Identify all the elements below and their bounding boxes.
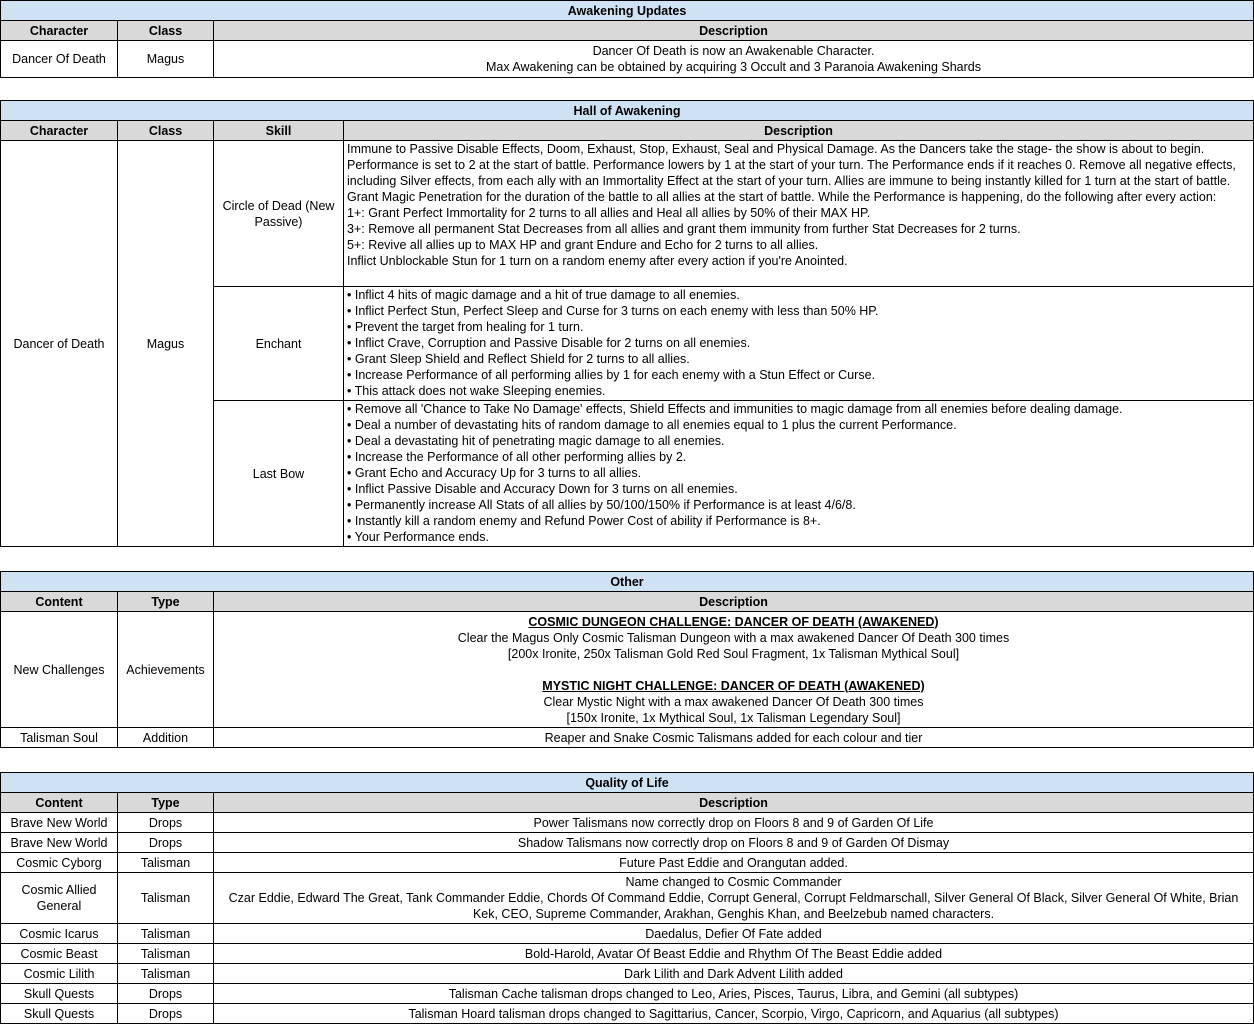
skill-line: • Deal a number of devastating hits of random damage to all enemies equal to 1 plus the current Performance. [347, 418, 957, 432]
header-type: Type [118, 592, 214, 612]
description-cell: Talisman Hoard talisman drops changed to Sagittarius, Cancer, Scorpio, Virgo, Capricorn, and Aquarius (all subtypes) [214, 1004, 1254, 1024]
mystic-challenge-reward: [150x Ironite, 1x Mythical Soul, 1x Talisman Legendary Soul] [566, 710, 901, 725]
skill-line: • This attack does not wake Sleeping enemies. [347, 384, 606, 398]
header-description: Description [344, 121, 1254, 141]
type-cell: Drops [118, 1004, 214, 1024]
challenges-description [214, 612, 1254, 728]
table-row [1, 813, 1254, 833]
content-cell: Cosmic Lilith [1, 964, 118, 984]
table-row [1, 833, 1254, 853]
skill-line: • Prevent the target from healing for 1 turn. [347, 320, 584, 334]
skill-line: • Increase Performance of all performing allies by 1 for each enemy with a Stun Effect or Curse. [347, 368, 876, 382]
skill-line: • Remove all 'Chance to Take No Damage' effects, Shield Effects and immunities to magic damage from all enemies before dealing damage. [347, 402, 1123, 416]
content-cell: New Challenges [1, 612, 118, 728]
skill-line: • Your Performance ends. [347, 530, 489, 544]
class-cell: Magus [118, 141, 214, 547]
cosmic-challenge-reward: [200x Ironite, 250x Talisman Gold Red Soul Fragment, 1x Talisman Mythical Soul] [507, 646, 960, 661]
content-cell: Talisman Soul [1, 728, 118, 748]
header-class: Class [118, 121, 214, 141]
skill-line: • Increase the Performance of all other performing allies by 2. [347, 450, 687, 464]
content-cell: Skull Quests [1, 1004, 118, 1024]
skill-line: Immune to Passive Disable Effects, Doom, Exhaust, Stop, Exhaust, Seal and Physical Damage. As the Dancers take the stage- the show is about to begin. Performance is set to 2 at the start of battle. Performance lowers by 1 at the start of your turn. The Performance ends if it reaches 0. Remove all negative effects, including Silver effects, from each ally with an Immortality Effect at the start of your turn. Allies are immune to being instantly killed for 1 turn at the start of battle. Grant Magic Penetration for the duration of the battle to all allies at the start of battle. While the Performance is happening, do the following after every action: [347, 142, 1236, 204]
type-cell: Drops [118, 813, 214, 833]
skill-line: 5+: Revive all allies up to MAX HP and grant Endure and Echo for 2 turns to all allies. [347, 238, 819, 252]
table-row [1, 984, 1254, 1004]
skill-line: • Instantly kill a random enemy and Refund Power Cost of ability if Performance is 8+. [347, 514, 821, 528]
skill-line: 1+: Grant Perfect Immortality for 2 turns to all allies and Heal all allies by 50% of their MAX HP. [347, 206, 871, 220]
skill-line: • Grant Echo and Accuracy Up for 3 turns to all allies. [347, 466, 642, 480]
mystic-challenge-title: MYSTIC NIGHT CHALLENGE: DANCER OF DEATH (AWAKENED) [542, 678, 925, 693]
content-cell: Cosmic Icarus [1, 924, 118, 944]
skill-line: • Deal a devastating hit of penetrating magic damage to all enemies. [347, 434, 725, 448]
description-cell: Talisman Cache talisman drops changed to Leo, Aries, Pisces, Taurus, Libra, and Gemini (all subtypes) [214, 984, 1254, 1004]
content-cell: Skull Quests [1, 984, 118, 1004]
description-cell: Dark Lilith and Dark Advent Lilith added [214, 964, 1254, 984]
header-description: Description [214, 592, 1254, 612]
header-description: Description [214, 21, 1254, 41]
description-cell: Power Talismans now correctly drop on Floors 8 and 9 of Garden Of Life [214, 813, 1254, 833]
content-cell: Brave New World [1, 813, 118, 833]
hall-of-awakening-table [0, 100, 1254, 547]
table-row [1, 1004, 1254, 1024]
skill-line: • Grant Sleep Shield and Reflect Shield for 2 turns to all allies. [347, 352, 690, 366]
type-cell: Talisman [118, 924, 214, 944]
content-cell: Cosmic Allied General [1, 873, 118, 924]
character-cell: Dancer Of Death [1, 41, 118, 78]
header-content: Content [1, 793, 118, 813]
type-cell: Addition [118, 728, 214, 748]
table-row [1, 924, 1254, 944]
table-row [1, 944, 1254, 964]
awakening-updates-title: Awakening Updates [1, 1, 1254, 21]
description-cell: Shadow Talismans now correctly drop on Floors 8 and 9 of Garden Of Dismay [214, 833, 1254, 853]
description-cell [214, 873, 1254, 924]
header-type: Type [118, 793, 214, 813]
table-row [1, 964, 1254, 984]
mystic-challenge-desc: Clear Mystic Night with a max awakened Dancer Of Death 300 times [543, 694, 924, 709]
type-cell: Talisman [118, 964, 214, 984]
type-cell: Talisman [118, 873, 214, 924]
cosmic-challenge-title: COSMIC DUNGEON CHALLENGE: DANCER OF DEATH (AWAKENED) [528, 614, 939, 629]
content-cell: Cosmic Beast [1, 944, 118, 964]
header-content: Content [1, 592, 118, 612]
skill-line: 3+: Remove all permanent Stat Decreases from all allies and grant them immunity from further Stat Decreases for 2 turns. [347, 222, 1021, 236]
character-cell: Dancer of Death [1, 141, 118, 547]
skill-name-enchant: Enchant [214, 287, 344, 401]
cosmic-challenge-desc: Clear the Magus Only Cosmic Talisman Dungeon with a max awakened Dancer Of Death 300 times [457, 630, 1010, 645]
skill-description-enchant [344, 287, 1254, 401]
skill-line: Inflict Unblockable Stun for 1 turn on a random enemy after every action if you're Anointed. [347, 254, 848, 268]
type-cell: Talisman [118, 853, 214, 873]
other-table [0, 571, 1254, 748]
header-skill: Skill [214, 121, 344, 141]
description-line: Name changed to Cosmic Commander [625, 875, 842, 889]
skill-line: • Inflict 4 hits of magic damage and a hit of true damage to all enemies. [347, 288, 740, 302]
awakening-updates-table [0, 0, 1254, 78]
quality-of-life-table [0, 772, 1254, 1024]
description-line: Czar Eddie, Edward The Great, Tank Commander Eddie, Chords Of Command Eddie, Corrupt General, Corrupt Feldmarschall, Silver General Of Black, Silver General Of White, Brian Kek, CEO, Supreme Commander, Arakhan, Genghis Khan, and Beelzebub named characters. [228, 891, 1239, 921]
type-cell: Achievements [118, 612, 214, 728]
description-cell: Future Past Eddie and Orangutan added. [214, 853, 1254, 873]
type-cell: Drops [118, 984, 214, 1004]
header-class: Class [118, 21, 214, 41]
header-description: Description [214, 793, 1254, 813]
type-cell: Drops [118, 833, 214, 853]
spacer [217, 662, 1250, 678]
header-character: Character [1, 21, 118, 41]
description-cell: Bold-Harold, Avatar Of Beast Eddie and Rhythm Of The Beast Eddie added [214, 944, 1254, 964]
skill-name-last-bow: Last Bow [214, 401, 344, 547]
hall-of-awakening-title: Hall of Awakening [1, 101, 1254, 121]
skill-description-passive [344, 141, 1254, 287]
description-line: Dancer Of Death is now an Awakenable Character. [592, 44, 875, 58]
skill-name-passive: Circle of Dead (New Passive) [214, 141, 344, 287]
skill-line: • Permanently increase All Stats of all allies by 50/100/150% if Performance is at least 4/6/8. [347, 498, 856, 512]
description-cell: Daedalus, Defier Of Fate added [214, 924, 1254, 944]
skill-line: • Inflict Perfect Stun, Perfect Sleep and Curse for 3 turns on each enemy with less than 50% HP. [347, 304, 879, 318]
description-cell: Reaper and Snake Cosmic Talismans added for each colour and tier [214, 728, 1254, 748]
skill-line: • Inflict Passive Disable and Accuracy Down for 3 turns on all enemies. [347, 482, 738, 496]
skill-line: • Inflict Crave, Corruption and Passive Disable for 2 turns on all enemies. [347, 336, 751, 350]
other-title: Other [1, 572, 1254, 592]
type-cell: Talisman [118, 944, 214, 964]
class-cell: Magus [118, 41, 214, 78]
header-character: Character [1, 121, 118, 141]
content-cell: Brave New World [1, 833, 118, 853]
content-cell: Cosmic Cyborg [1, 853, 118, 873]
description-line: Max Awakening can be obtained by acquiring 3 Occult and 3 Paranoia Awakening Shards [485, 60, 981, 74]
table-row [1, 853, 1254, 873]
description-cell [214, 41, 1254, 78]
quality-of-life-title: Quality of Life [1, 773, 1254, 793]
table-row [1, 873, 1254, 924]
skill-description-last-bow [344, 401, 1254, 547]
